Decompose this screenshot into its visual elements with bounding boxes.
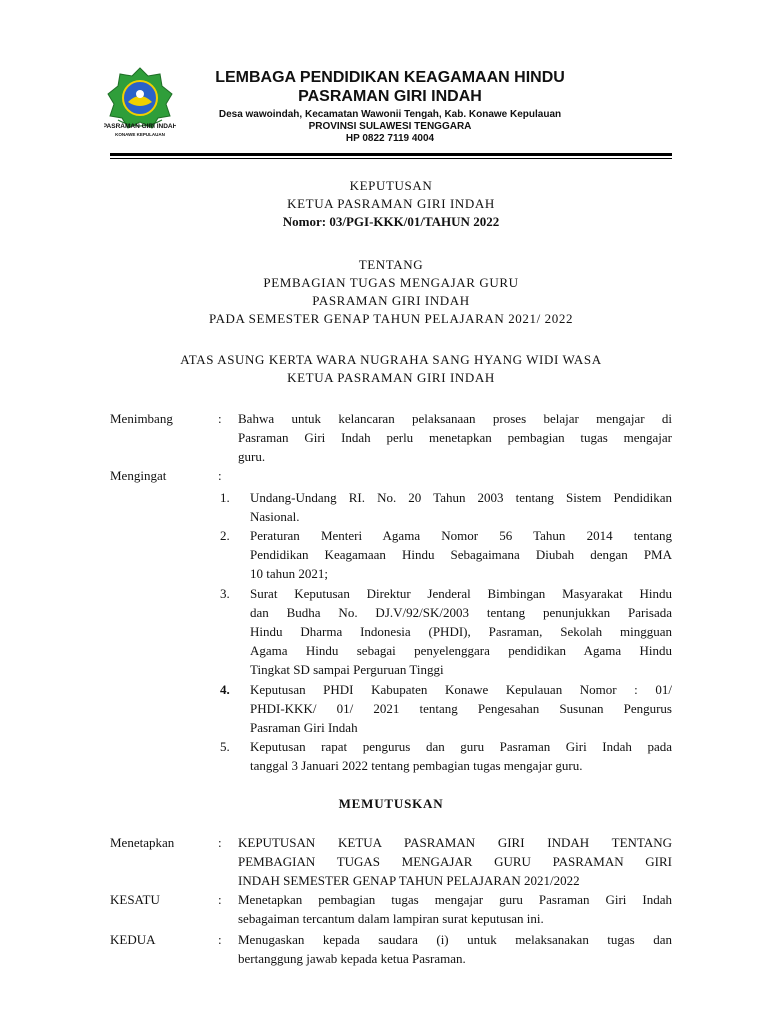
- kedua-line: Menugaskan kepada saudara (i) untuk melaksanakan tugas dan: [238, 932, 672, 947]
- list-line: Undang-Undang RI. No. 20 Tahun 2003 tentang Sistem Pendidikan: [250, 490, 672, 505]
- institution-logo: [104, 66, 176, 138]
- kesatu-line: sebagaiman tercantum dalam lampiran surat keputusan ini.: [238, 911, 544, 926]
- list-line: Peraturan Menteri Agama Nomor 56 Tahun 2014 tentang: [250, 528, 672, 543]
- list-line: Surat Keputusan Direktur Jenderal Bimbingan Masyarakat Hindu: [250, 586, 672, 601]
- list-number: 5.: [220, 739, 230, 754]
- menetapkan-label: Menetapkan: [110, 835, 175, 850]
- menimbang-line: guru.: [238, 449, 266, 464]
- pasraman-emblem-icon: [104, 66, 176, 138]
- section-kesatu: [110, 890, 672, 928]
- list-line: Tingkat SD sampai Perguruan Tinggi: [250, 662, 444, 677]
- list-number: 2.: [220, 528, 230, 543]
- memutuskan-text: MEMUTUSKAN: [338, 796, 444, 811]
- kesatu-colon: :: [218, 892, 222, 907]
- list-line: Pasraman Giri Indah: [250, 720, 358, 735]
- document-title: [110, 177, 672, 231]
- list-line: Pendidikan Keagamaan Hindu Sebagaimana Diubah dengan PMA: [250, 547, 672, 562]
- kedua-label: KEDUA: [110, 932, 156, 947]
- decision-heading: [110, 795, 672, 813]
- logo-text-bottom: KONAWE KEPULAUAN: [115, 132, 165, 137]
- invocation-line-2: KETUA PASRAMAN GIRI INDAH: [287, 370, 495, 385]
- list-number: 4.: [220, 682, 230, 697]
- decree-number: Nomor: 03/PGI-KKK/01/TAHUN 2022: [282, 214, 500, 229]
- menimbang-label: Menimbang: [110, 411, 173, 426]
- list-line: Agama Hindu sebagai penyelenggara pendidikan Agama Hindu: [250, 643, 672, 658]
- list-line: dan Budha No. DJ.V/92/SK/2003 tentang penunjukkan Parisada: [250, 605, 672, 620]
- school-name: PASRAMAN GIRI INDAH: [298, 88, 482, 105]
- list-line: Keputusan rapat pengurus dan guru Pasraman Giri Indah pada: [250, 739, 672, 754]
- list-line: Keputusan PHDI Kabupaten Konawe Kepulauan Nomor : 01/: [250, 682, 672, 697]
- letterhead: [180, 68, 600, 145]
- phone: HP 0822 7119 4004: [345, 133, 435, 144]
- section-kedua: [110, 930, 672, 968]
- title-line-2: KETUA PASRAMAN GIRI INDAH: [287, 196, 495, 211]
- invocation-line-1: ATAS ASUNG KERTA WARA NUGRAHA SANG HYANG WIDI WASA: [180, 352, 602, 367]
- list-number: 3.: [220, 586, 230, 601]
- subject-line-2: PEMBAGIAN TUGAS MENGAJAR GURU: [263, 275, 519, 290]
- menimbang-line: Pasraman Giri Indah perlu menetapkan pembagian tugas mengajar: [238, 430, 672, 445]
- logo-text-top: PASRAMAN GIRI INDAH: [104, 123, 176, 130]
- invocation: [110, 351, 672, 387]
- list-line: tanggal 3 Januari 2022 tentang pembagian tugas mengajar guru.: [250, 758, 583, 773]
- menimbang-text: [238, 409, 672, 466]
- section-menetapkan: [110, 833, 672, 890]
- document-subject: [110, 256, 672, 328]
- letterhead-divider-thin: [110, 158, 672, 159]
- letterhead-divider-thick: [110, 153, 672, 156]
- list-number: 1.: [220, 490, 230, 505]
- mengingat-colon: :: [218, 468, 222, 483]
- subject-line-4: PADA SEMESTER GENAP TAHUN PELAJARAN 2021/ 2022: [208, 311, 574, 326]
- menetapkan-line: KEPUTUSAN KETUA PASRAMAN GIRI INDAH TENTANG: [238, 835, 672, 850]
- kedua-colon: :: [218, 932, 222, 947]
- address: Desa wawoindah, Kecamatan Wawonii Tengah, Kab. Konawe Kepulauan: [218, 109, 562, 120]
- kesatu-line: Menetapkan pembagian tugas mengajar guru Pasraman Giri Indah: [238, 892, 672, 907]
- menimbang-colon: :: [218, 411, 222, 426]
- mengingat-label: Mengingat: [110, 468, 167, 483]
- list-line: Hindu Dharma Indonesia (PHDI), Pasraman, Sekolah mingguan: [250, 624, 672, 639]
- list-line: Nasional.: [250, 509, 300, 524]
- menetapkan-line: INDAH SEMESTER GENAP TAHUN PELAJARAN 2021/2022: [238, 873, 580, 888]
- section-menimbang: [110, 409, 672, 466]
- list-line: PHDI-KKK/ 01/ 2021 tentang Pengesahan Susunan Pengurus: [250, 701, 672, 716]
- menimbang-line: Bahwa untuk kelancaran pelaksanaan proses belajar mengajar di: [238, 411, 672, 426]
- kedua-line: bertanggung jawab kepada ketua Pasraman.: [238, 951, 466, 966]
- menetapkan-line: PEMBAGIAN TUGAS MENGAJAR GURU PASRAMAN GIRI: [238, 854, 672, 869]
- institution-name: LEMBAGA PENDIDIKAN KEAGAMAAN HINDU: [215, 69, 565, 86]
- subject-line-3: PASRAMAN GIRI INDAH: [312, 293, 470, 308]
- section-mengingat: [110, 466, 672, 485]
- title-line-1: KEPUTUSAN: [349, 178, 433, 193]
- list-line: 10 tahun 2021;: [250, 566, 328, 581]
- subject-line-1: TENTANG: [358, 257, 424, 272]
- kesatu-label: KESATU: [110, 892, 160, 907]
- province: PROVINSI SULAWESI TENGGARA: [308, 121, 472, 132]
- menetapkan-colon: :: [218, 835, 222, 850]
